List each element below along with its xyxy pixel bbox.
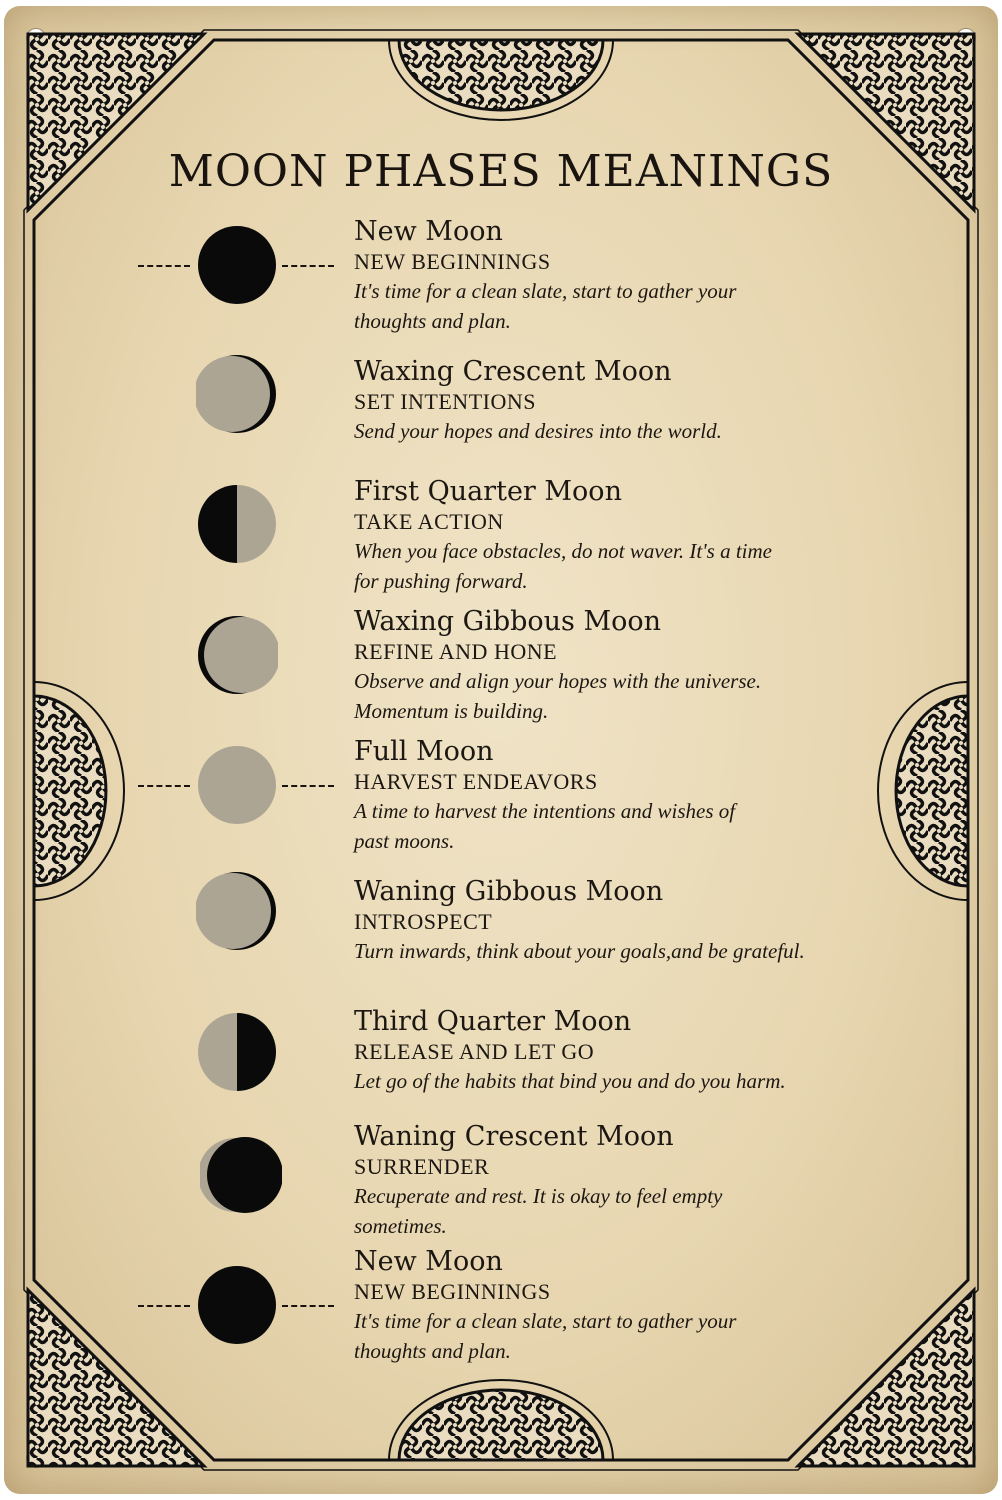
phase-description-line: When you face obstacles, do not waver. It's a time xyxy=(354,539,772,563)
phase-keyword: SURRENDER xyxy=(354,1154,490,1179)
waxing-gibbous-moon-icon xyxy=(196,614,278,696)
phase-description-line: Let go of the habits that bind you and do you harm. xyxy=(354,1069,786,1093)
phase-description-line: for pushing forward. xyxy=(354,569,528,593)
phase-description-line: Send your hopes and desires into the world. xyxy=(354,419,722,443)
phase-description-line: Recuperate and rest. It is okay to feel empty xyxy=(354,1184,723,1208)
dashed-line xyxy=(138,785,190,787)
phase-keyword: REFINE AND HONE xyxy=(354,639,558,664)
phase-description-line: Observe and align your hopes with the universe. xyxy=(354,669,762,693)
phase-name: Waxing Gibbous Moon xyxy=(354,606,662,637)
phase-entry xyxy=(354,606,934,726)
third-quarter-moon-icon xyxy=(196,1011,278,1093)
phase-keyword: HARVEST ENDEAVORS xyxy=(354,769,598,794)
phase-keyword: SET INTENTIONS xyxy=(354,389,536,414)
phase-name: Waning Crescent Moon xyxy=(354,1121,674,1152)
phase-name: Third Quarter Moon xyxy=(354,1006,632,1037)
phase-name: New Moon xyxy=(354,1246,503,1277)
phase-entry xyxy=(354,1006,934,1096)
first-quarter-moon-icon xyxy=(196,483,278,565)
phase-entry xyxy=(354,476,934,596)
phase-description-line: past moons. xyxy=(354,829,455,853)
phase-entry xyxy=(354,356,934,446)
phase-keyword: NEW BEGINNINGS xyxy=(354,249,551,274)
new-moon-icon xyxy=(196,224,278,306)
waning-gibbous-moon-icon xyxy=(196,870,278,952)
poster xyxy=(4,6,998,1494)
phase-entry xyxy=(354,1121,934,1241)
dashed-line xyxy=(282,785,334,787)
dashed-line xyxy=(138,265,190,267)
phase-description-line: Turn inwards, think about your goals,and be grateful. xyxy=(354,939,805,963)
phase-description-line: It's time for a clean slate, start to gather your xyxy=(354,1309,737,1333)
phase-entry xyxy=(354,216,934,336)
waning-crescent-moon-icon xyxy=(200,1134,282,1216)
phase-name: Waning Gibbous Moon xyxy=(354,876,664,907)
phase-description-line: Momentum is building. xyxy=(354,699,549,723)
phase-keyword: TAKE ACTION xyxy=(354,509,504,534)
phase-description-line: It's time for a clean slate, start to gather your xyxy=(354,279,737,303)
waxing-crescent-moon-icon xyxy=(196,353,278,435)
phase-description-line: sometimes. xyxy=(354,1214,447,1238)
phase-entry xyxy=(354,736,934,856)
phase-keyword: NEW BEGINNINGS xyxy=(354,1279,551,1304)
page-title: MOON PHASES MEANINGS xyxy=(168,146,834,197)
phase-entry xyxy=(354,1246,934,1366)
phase-name: Full Moon xyxy=(354,736,494,767)
phase-description-line: thoughts and plan. xyxy=(354,1339,511,1363)
dashed-line xyxy=(282,265,334,267)
phase-description-line: A time to harvest the intentions and wishes of xyxy=(354,799,736,823)
phase-name: First Quarter Moon xyxy=(354,476,622,507)
dashed-line xyxy=(282,1305,334,1307)
phase-keyword: RELEASE AND LET GO xyxy=(354,1039,595,1064)
phase-keyword: INTROSPECT xyxy=(354,909,493,934)
phase-entry xyxy=(354,876,934,966)
phase-name: Waxing Crescent Moon xyxy=(354,356,672,387)
phase-description-line: thoughts and plan. xyxy=(354,309,511,333)
dashed-line xyxy=(138,1305,190,1307)
phase-name: New Moon xyxy=(354,216,503,247)
new-moon-icon xyxy=(196,1264,278,1346)
full-moon-icon xyxy=(196,744,278,826)
